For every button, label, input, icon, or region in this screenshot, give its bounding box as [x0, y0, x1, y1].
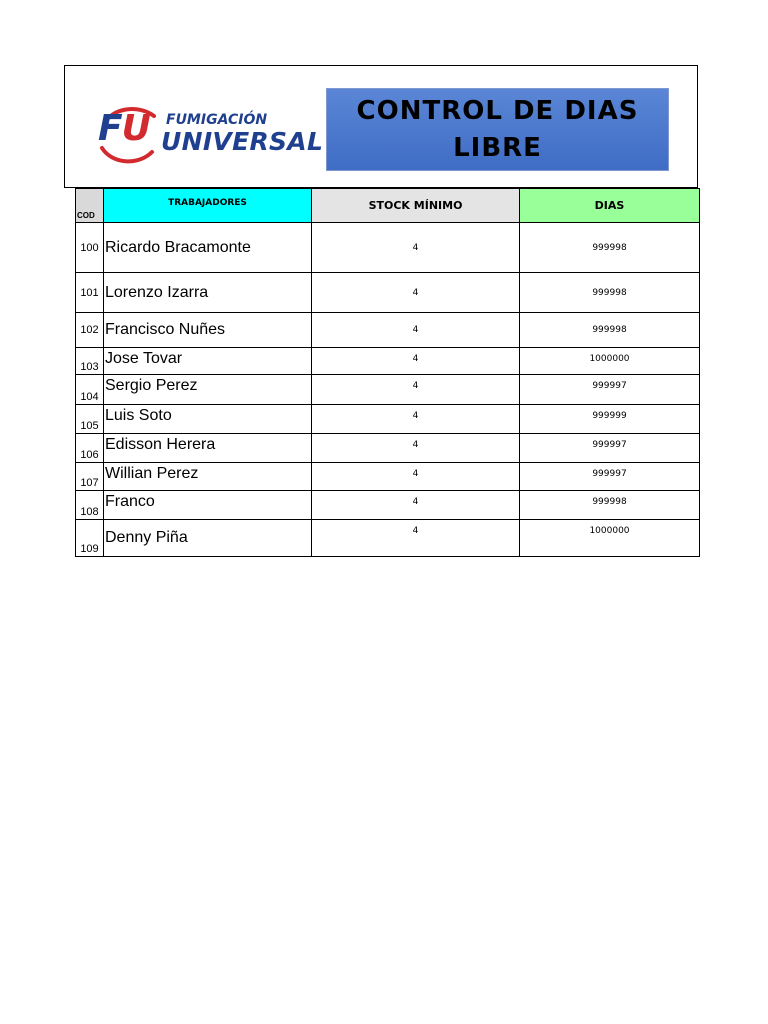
logo-text-universal: UNIVERSAL — [161, 127, 324, 156]
table-row — [76, 375, 700, 405]
cell-trabajador: Willian Perez — [104, 463, 312, 491]
cell-dias: 999998 — [520, 273, 700, 313]
cell-stock-minimo: 4 — [312, 405, 520, 434]
logo-monogram — [98, 108, 150, 149]
cell-stock-minimo: 4 — [312, 375, 520, 405]
column-header-trabajadores: TRABAJADORES — [104, 189, 312, 223]
column-header-dias: DIAS — [520, 189, 700, 223]
cell-trabajador: Sergio Perez — [104, 375, 312, 405]
company-logo — [98, 102, 328, 166]
cell-stock-minimo: 4 — [312, 491, 520, 520]
cell-dias: 999998 — [520, 491, 700, 520]
title-banner — [326, 88, 669, 171]
table-row — [76, 223, 700, 273]
document-header — [64, 65, 698, 188]
cell-cod: 103 — [76, 348, 104, 375]
logo-text-fumigacion: FUMIGACIÓN — [166, 112, 268, 128]
cell-dias: 999997 — [520, 375, 700, 405]
cell-dias: 999998 — [520, 223, 700, 273]
cell-cod: 101 — [76, 273, 104, 313]
cell-cod: 106 — [76, 434, 104, 463]
cell-dias: 1000000 — [520, 520, 700, 557]
column-header-stock-minimo: STOCK MÍNIMO — [312, 189, 520, 223]
workers-table — [75, 188, 700, 557]
cell-trabajador: Lorenzo Izarra — [104, 273, 312, 313]
table-row — [76, 405, 700, 434]
cell-trabajador: Francisco Nuñes — [104, 313, 312, 348]
table-row — [76, 491, 700, 520]
cell-cod: 109 — [76, 520, 104, 557]
logo-monogram-u: U — [121, 108, 150, 149]
cell-stock-minimo: 4 — [312, 273, 520, 313]
cell-stock-minimo: 4 — [312, 223, 520, 273]
cell-cod: 108 — [76, 491, 104, 520]
cell-cod: 105 — [76, 405, 104, 434]
cell-dias: 999999 — [520, 405, 700, 434]
table-row — [76, 520, 700, 557]
table-row — [76, 434, 700, 463]
table-row — [76, 313, 700, 348]
cell-trabajador: Edisson Herera — [104, 434, 312, 463]
logo-monogram-f: F — [98, 108, 122, 149]
cell-cod: 100 — [76, 223, 104, 273]
column-header-cod: COD — [76, 189, 104, 223]
cell-stock-minimo: 4 — [312, 313, 520, 348]
cell-stock-minimo: 4 — [312, 463, 520, 491]
cell-cod: 107 — [76, 463, 104, 491]
cell-cod: 102 — [76, 313, 104, 348]
cell-trabajador: Franco — [104, 491, 312, 520]
cell-dias: 999997 — [520, 434, 700, 463]
table-row — [76, 348, 700, 375]
cell-trabajador: Luis Soto — [104, 405, 312, 434]
cell-trabajador: Jose Tovar — [104, 348, 312, 375]
cell-stock-minimo: 4 — [312, 520, 520, 557]
table-row — [76, 463, 700, 491]
cell-cod: 104 — [76, 375, 104, 405]
table-header-row — [76, 189, 700, 223]
cell-dias: 1000000 — [520, 348, 700, 375]
page-title: CONTROL DE DIAS LIBRE — [356, 95, 639, 163]
cell-dias: 999998 — [520, 313, 700, 348]
cell-trabajador: Denny Piña — [104, 520, 312, 557]
cell-stock-minimo: 4 — [312, 348, 520, 375]
cell-trabajador: Ricardo Bracamonte — [104, 223, 312, 273]
cell-dias: 999997 — [520, 463, 700, 491]
table-row — [76, 273, 700, 313]
cell-stock-minimo: 4 — [312, 434, 520, 463]
